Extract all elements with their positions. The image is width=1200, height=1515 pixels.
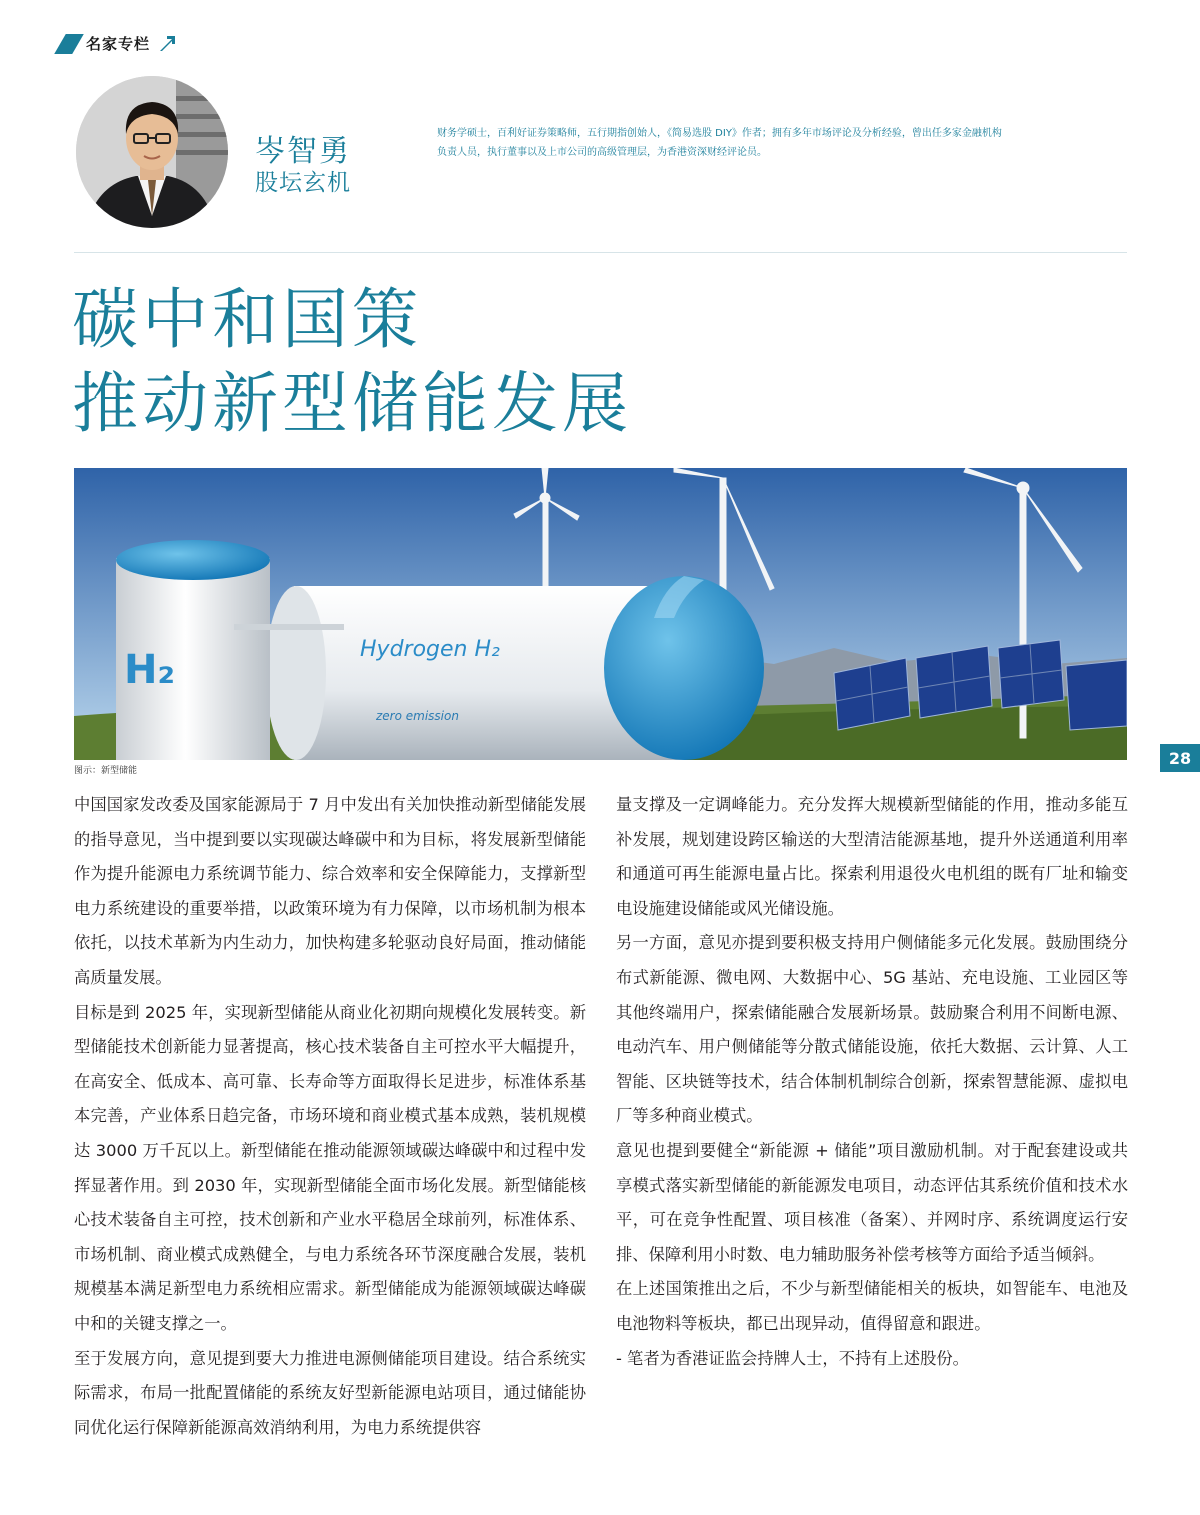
author-name: 岑智勇 <box>255 134 351 169</box>
section-tag <box>60 33 176 54</box>
headline-line-1: 碳中和国策 <box>72 281 422 358</box>
column-name: 股坛玄机 <box>255 170 351 196</box>
headline-line-2: 推动新型储能发展 <box>72 365 632 442</box>
paragraph: 量支撑及一定调峰能力。充分发挥大规模新型储能的作用，推动多能互补发展，规划建设跨区输送的大型清洁能源基地，提升外送通道利用率和通道可再生能源电量占比。探索利用退役火电机组的既有厂址和输变电设施建设储能或风光储设施。 <box>616 795 1128 918</box>
paragraph: 中国国家发改委及国家能源局于 7 月中发出有关加快推动新型储能发展的指导意见，当中提到要以实现碳达峰碳中和为目标，将发展新型储能作为提升能源电力系统调节能力、综合效率和安全保障能力，支撑新型电力系统建设的重要举措，以政策环境为有力保障，以市场机制为根本依托，以技术革新为内生动力，加快构建多轮驱动良好局面，推动储能高质量发展。 <box>74 795 586 987</box>
tank-small-label: H₂ <box>124 647 175 693</box>
headline <box>72 278 632 446</box>
tank-large-label: Hydrogen H₂ <box>360 637 500 662</box>
section-slash-icon <box>54 34 84 54</box>
image-caption: 图示：新型储能 <box>74 766 138 776</box>
divider <box>74 252 1127 253</box>
paragraph: 另一方面，意见亦提到要积极支持用户侧储能多元化发展。鼓励围绕分布式新能源、微电网、大数据中心、5G 基站、充电设施、工业园区等其他终端用户，探索储能融合发展新场景。鼓励聚合利用不间断电源、电动汽车、用户侧储能等分散式储能设施，依托大数据、云计算、人工智能、区块链等技术，结合体制机制综合创新，探索智慧能源、虚拟电厂等多种商业模式。 <box>616 933 1128 1126</box>
tank-large-sublabel: zero emission <box>376 709 459 723</box>
paragraph: 至于发展方向，意见提到要大力推进电源侧储能项目建设。结合系统实际需求，布局一批配置储能的系统友好型新能源电站项目，通过储能协同优化运行保障新能源高效消纳利用，为电力系统提供容 <box>74 1348 586 1437</box>
body-column-left <box>74 788 586 1445</box>
author-bio: 财务学硕士，百利好证券策略师，五行期指创始人，《简易选股 DIY》作者；拥有多年市场评论及分析经验，曾出任多家金融机构负责人员，执行董事以及上市公司的高级管理层，为香港资深财经评论员。 <box>437 128 1002 158</box>
hero-image <box>74 468 1127 760</box>
section-label: 名家专栏 <box>86 35 151 53</box>
page-number: 28 <box>1160 744 1200 772</box>
body-column-right <box>616 788 1128 1376</box>
paragraph: 在上述国策推出之后，不少与新型储能相关的板块，如智能车、电池及电池物料等板块，都已出现异动，值得留意和跟进。 <box>616 1279 1128 1333</box>
disclaimer: - 笔者为香港证监会持牌人士，不持有上述股份。 <box>616 1348 969 1368</box>
paragraph: 目标是到 2025 年，实现新型储能从商业化初期向规模化发展转变。新型储能技术创新能力显著提高，核心技术装备自主可控水平大幅提升，在高安全、低成本、高可靠、长寿命等方面取得长足进步，标准体系基本完善，产业体系日趋完备，市场环境和商业模式基本成熟，装机规模达 3000 万千瓦以上。新型储能在推动能源领域碳达峰碳中和过程中发挥显著作用。到 2030 年，实现新型储能全面市场化发展。新型储能核心技术装备自主可控，技术创新和产业水平稳居全球前列，标准体系、市场机制、商业模式成熟健全，与电力系统各环节深度融合发展，装机规模基本满足新型电力系统相应需求。新型储能成为能源领域碳达峰碳中和的关键支撑之一。 <box>74 1002 586 1333</box>
paragraph: 意见也提到要健全“新能源 + 储能”项目激励机制。对于配套建设或共享模式落实新型储能的新能源发电项目，动态评估其系统价值和技术水平，可在竞争性配置、项目核准（备案）、并网时序、系统调度运行安排、保障利用小时数、电力辅助服务补偿考核等方面给予适当倾斜。 <box>616 1140 1128 1264</box>
section-arrow-icon <box>158 35 176 53</box>
author-avatar <box>76 76 228 228</box>
